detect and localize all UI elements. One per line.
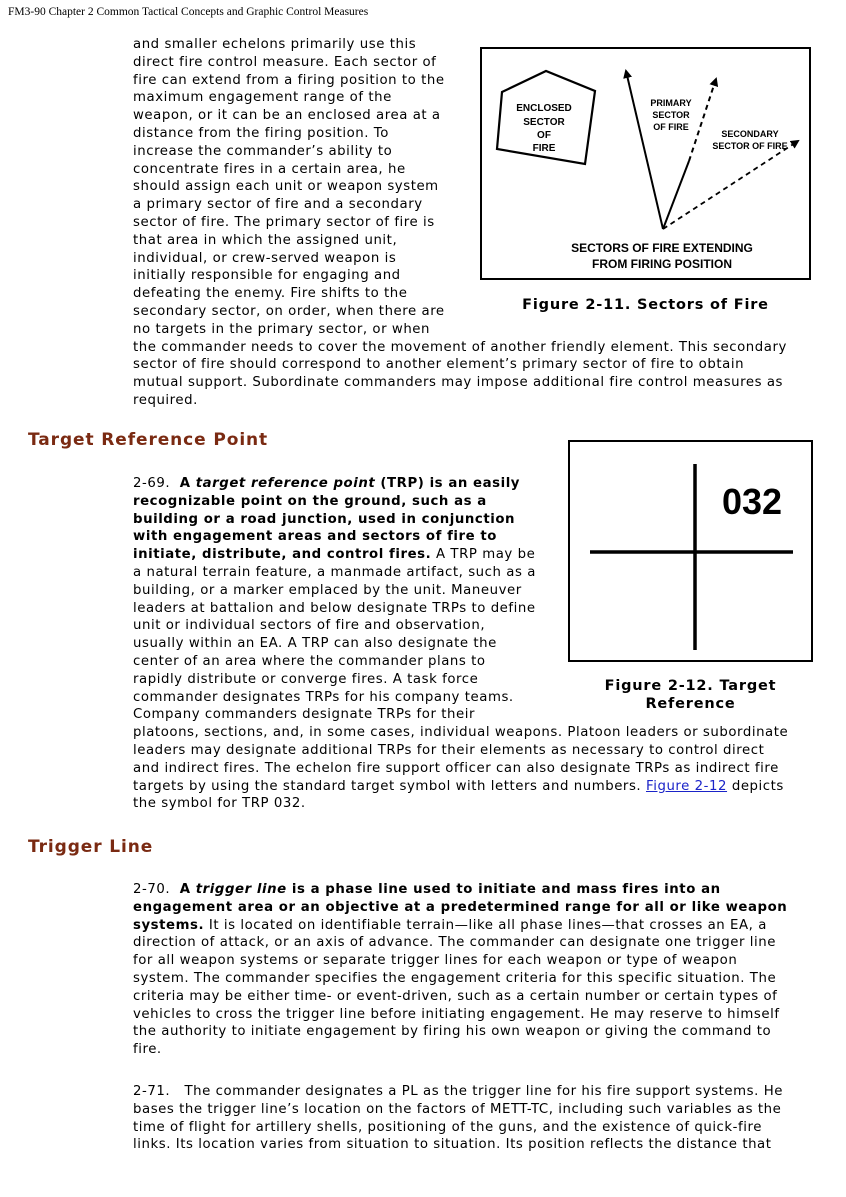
secondary-sector-label: SECONDARY (721, 129, 779, 139)
text-line (133, 917, 787, 935)
definition-text: initiate, distribute, and control fires. (133, 547, 432, 563)
caption-line: Figure 2-12. Target (604, 678, 777, 694)
text-line: sector of fire. The primary sector of fire is (133, 214, 435, 230)
body-text: It is located on identifiable terrain—like all phase lines—that crosses an EA, a (204, 917, 767, 933)
text-line: Company commanders designate TRPs for their (133, 707, 475, 723)
text-line: fire can extend from a firing position to the (133, 72, 445, 88)
definition-text: (TRP) is an easily (375, 476, 521, 491)
text-line: fire. (133, 1042, 162, 1058)
text-line: individual, or crew-served weapon is (133, 250, 397, 266)
definition-text: systems. (133, 917, 205, 933)
trp-symbol (570, 442, 811, 660)
body-text: A TRP may be (431, 547, 536, 563)
text-line: engagement area or an objective at a predetermined range for all or like weapon (133, 899, 788, 915)
text-line: the commander needs to cover the movement of another friendly element. This secondary (133, 339, 787, 355)
paragraph-2-70 (133, 881, 787, 1059)
text-line: a natural terrain feature, a manmade artifact, such as a (133, 564, 536, 580)
text-line: leaders at battalion and below designate TRPs to define (133, 600, 536, 616)
text-line: 2-71. The commander designates a PL as the trigger line for his fire support systems. He (133, 1084, 783, 1099)
text-line: with engagement areas and sectors of fire to (133, 529, 497, 545)
figure-2-12-target-reference (568, 440, 813, 662)
primary-sector-label: OF FIRE (653, 122, 689, 132)
text-line: platoons, sections, and, in some cases, individual weapons. Platoon leaders or subordinate (133, 725, 789, 741)
definition-lead: A (179, 476, 196, 491)
running-head: FM3-90 Chapter 2 Common Tactical Concepts and Graphic Control Measures (8, 6, 369, 18)
text-line: unit or individual sectors of fire and observation, (133, 618, 486, 634)
heading-target-reference-point: Target Reference Point (28, 430, 269, 450)
trp-number: 032 (721, 481, 783, 522)
figure-2-12-caption (568, 677, 813, 713)
text-line: and indirect fires. The echelon fire support officer can also designate TRPs as indirect fire (133, 760, 779, 776)
text-line: mutual support. Subordinate commanders may impose additional fire control measures as (133, 375, 784, 391)
text-line: distance from the firing position. To (133, 125, 389, 141)
text-line: time of flight for artillery shells, positioning of the guns, and the existence of quick-fire (133, 1119, 762, 1135)
paragraph-number: 2-70. (133, 882, 171, 897)
text-line: no targets in the primary sector, or when (133, 321, 431, 337)
text-line: a primary sector of fire and a secondary (133, 197, 423, 213)
text-line: secondary sector, on order, when there are (133, 303, 445, 319)
figure-title-label: SECTORS OF FIRE EXTENDING (571, 241, 753, 255)
figure-2-11-sectors-of-fire (480, 47, 811, 280)
text-line: leaders may designate additional TRPs for their elements as necessary to control direct (133, 742, 765, 758)
body-text: targets by using the standard target symbol with letters and numbers. (133, 778, 646, 794)
figure-2-11-caption: Figure 2-11. Sectors of Fire (522, 297, 769, 313)
defined-term: trigger line (195, 882, 287, 897)
text-line: defeating the enemy. Fire shifts to the (133, 286, 408, 302)
text-line: direct fire control measure. Each sector of (133, 54, 437, 70)
text-line: recognizable point on the ground, such as a (133, 493, 487, 509)
text-line: the authority to initiate engagement by firing his own weapon or giving the command to (133, 1024, 772, 1040)
text-line: required. (133, 392, 198, 408)
secondary-sector-limit (663, 141, 798, 229)
text-line: for all weapon systems or separate trigger lines for each weapon or type of weapon (133, 953, 738, 969)
enclosed-sector-label: ENCLOSED (516, 103, 572, 114)
figure-title-label: FROM FIRING POSITION (592, 257, 732, 271)
enclosed-sector-label: SECTOR (523, 117, 565, 128)
text-line: criteria may be either time- or event-driven, such as a certain number or certain types of (133, 988, 778, 1004)
text-line: weapon, or it can be an enclosed area at a (133, 108, 441, 124)
text-line: building or a road junction, used in conjunction (133, 511, 516, 527)
text-line: that area in which the assigned unit, (133, 232, 398, 248)
text-line: should assign each unit or weapon system (133, 179, 439, 195)
primary-sector-right-limit (663, 161, 689, 229)
text-line: increase the commander’s ability to (133, 143, 393, 159)
enclosed-sector-label: FIRE (532, 143, 556, 154)
defined-term: target reference point (195, 476, 376, 491)
definition-text: is a phase line used to initiate and mass fires into an (286, 882, 721, 897)
sectors-of-fire-diagram (482, 49, 809, 278)
text-line: maximum engagement range of the (133, 90, 392, 106)
definition-lead: A (179, 882, 196, 897)
text-line: center of an area where the commander plans to (133, 653, 486, 669)
text-line: usually within an EA. A TRP can also designate the (133, 636, 497, 652)
text-line: rapidly distribute or converge fires. A task force (133, 671, 479, 687)
text-line (133, 778, 788, 796)
text-line: vehicles to cross the trigger line before initiating engagement. He may reserve to himself (133, 1006, 780, 1022)
text-line: and smaller echelons primarily use this (133, 37, 417, 52)
text-line: links. Its location varies from situation to situation. Its position reflects the distance that (133, 1137, 772, 1153)
body-text: depicts (727, 778, 784, 794)
primary-sector-left-limit (626, 71, 663, 229)
paragraph-2-71 (133, 1083, 783, 1154)
figure-2-12-link[interactable]: Figure 2-12 (645, 778, 728, 794)
enclosed-sector-label: OF (537, 130, 551, 141)
primary-sector-label: SECTOR (652, 110, 690, 120)
caption-line: Reference (645, 696, 736, 712)
secondary-sector-label: SECTOR OF FIRE (712, 141, 788, 151)
text-line: commander designates TRPs for his company teams. (133, 689, 514, 705)
heading-trigger-line: Trigger Line (28, 837, 154, 857)
text-line (133, 881, 787, 899)
text-line: system. The commander specifies the engagement criteria for this specific situation. The (133, 970, 777, 986)
text-line: concentrate fires in a certain area, he (133, 161, 406, 177)
text-line: sector of fire should correspond to another element’s primary sector of fire to obtain (133, 357, 745, 373)
paragraph-number: 2-69. (133, 476, 171, 491)
text-line: bases the trigger line’s location on the factors of METT-TC, including such variables as the (133, 1101, 782, 1117)
text-line: the symbol for TRP 032. (133, 796, 306, 812)
primary-sector-label: PRIMARY (650, 98, 692, 108)
text-line: direction of attack, or an axis of advance. The commander can designate one trigger line (133, 935, 776, 951)
text-line: building, or a marker emplaced by the unit. Maneuver (133, 582, 522, 598)
text-line: initially responsible for engaging and (133, 268, 401, 284)
